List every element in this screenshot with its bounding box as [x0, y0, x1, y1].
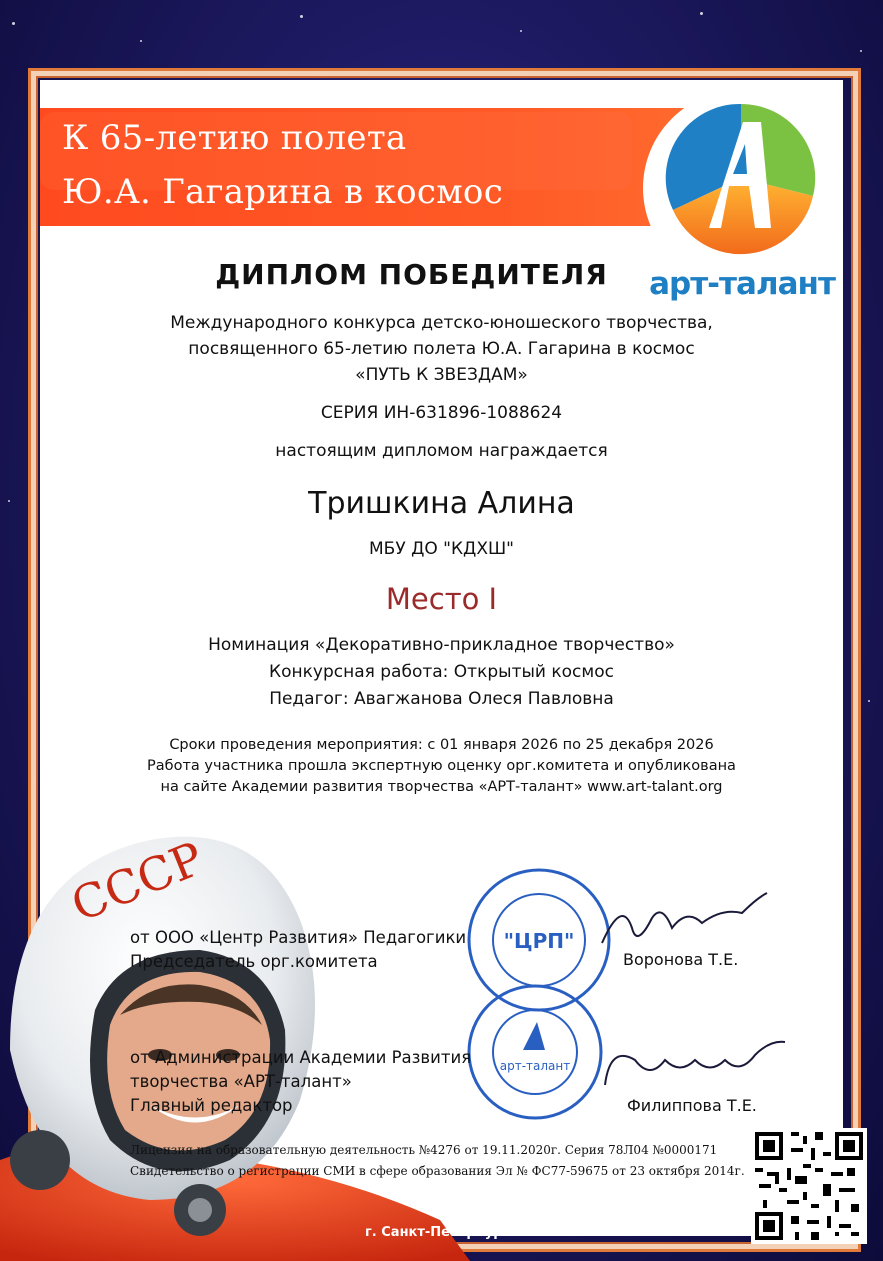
qr-code-icon: [751, 1128, 867, 1244]
cosmonaut-illustration: [0, 800, 520, 1261]
city: г. Санкт-Петербург: [365, 1225, 510, 1240]
review-line-1: Работа участника прошла экспертную оценку орг.комитета и опубликована: [147, 758, 736, 774]
signature-voronova: [592, 888, 772, 958]
art-talant-logo-icon: [663, 100, 819, 256]
place-award: Место I: [385, 582, 498, 616]
signature-filippova: [590, 1030, 790, 1100]
signatory-2-line-2: творчества «АРТ-талант»: [130, 1072, 352, 1091]
banner-line-2: Ю.А. Гагарина в космос: [62, 172, 504, 212]
contest-line-1: Международного конкурса детско-юношеского творчества,: [170, 313, 713, 333]
contest-line-2: посвященного 65-летию полета Ю.А. Гагарина в космос: [188, 339, 695, 359]
organization: МБУ ДО "КДХШ": [369, 539, 514, 559]
star: [140, 40, 142, 42]
contest-work: Конкурсная работа: Открытый космос: [269, 662, 614, 682]
crp-stamp-label: "ЦРП": [503, 929, 575, 953]
star: [520, 30, 522, 32]
logo-wordmark: арт-талант: [649, 266, 835, 302]
signatory-1-name: Воронова Т.Е.: [623, 950, 739, 969]
star: [8, 500, 10, 502]
nomination: Номинация «Декоративно-прикладное творчество»: [208, 635, 675, 655]
signatory-2-line-1: от Администрации Академии Развития: [130, 1048, 472, 1067]
review-line-2: на сайте Академии развития творчества «АРТ-талант» www.art-talant.org: [160, 779, 723, 795]
star: [868, 700, 870, 702]
diploma-title: ДИПЛОМ ПОБЕДИТЕЛЯ: [215, 258, 608, 291]
license-info: Лицензия на образовательную деятельность №4276 от 19.11.2020г. Серия 78Л04 №0000171: [130, 1143, 718, 1157]
signatory-2-name: Филиппова Т.Е.: [627, 1096, 757, 1115]
event-dates: Сроки проведения мероприятия: с 01 января 2026 по 25 декабря 2026: [169, 737, 714, 753]
signatory-1-line-2: Председатель орг.комитета: [130, 952, 378, 971]
contest-name: «ПУТЬ К ЗВЕЗДАМ»: [355, 365, 528, 385]
series-number: СЕРИЯ ИН-631896-1088624: [320, 403, 563, 423]
signatory-1-line-1: от ООО «Центр Развития» Педагогики: [130, 928, 467, 947]
art-talant-stamp-label: арт-талант: [499, 1059, 571, 1073]
star: [12, 22, 15, 25]
star: [700, 12, 703, 15]
teacher: Педагог: Авагжанова Олеся Павловна: [269, 689, 614, 709]
winner-name: Тришкина Алина: [308, 486, 575, 521]
media-registration: Свидетельство о регистрации СМИ в сфере образования Эл № ФС77-59675 от 23 октября 2014г.: [130, 1164, 745, 1178]
svg-text:СССР: СССР: [63, 830, 211, 933]
qr-code[interactable]: [751, 1128, 867, 1244]
awarded-text: настоящим дипломом награждается: [275, 441, 608, 461]
signatory-2-line-3: Главный редактор: [130, 1096, 293, 1115]
art-talant-stamp: [465, 982, 605, 1122]
star: [300, 15, 303, 18]
star: [860, 50, 862, 52]
banner-line-1: К 65-летию полета: [62, 118, 407, 158]
